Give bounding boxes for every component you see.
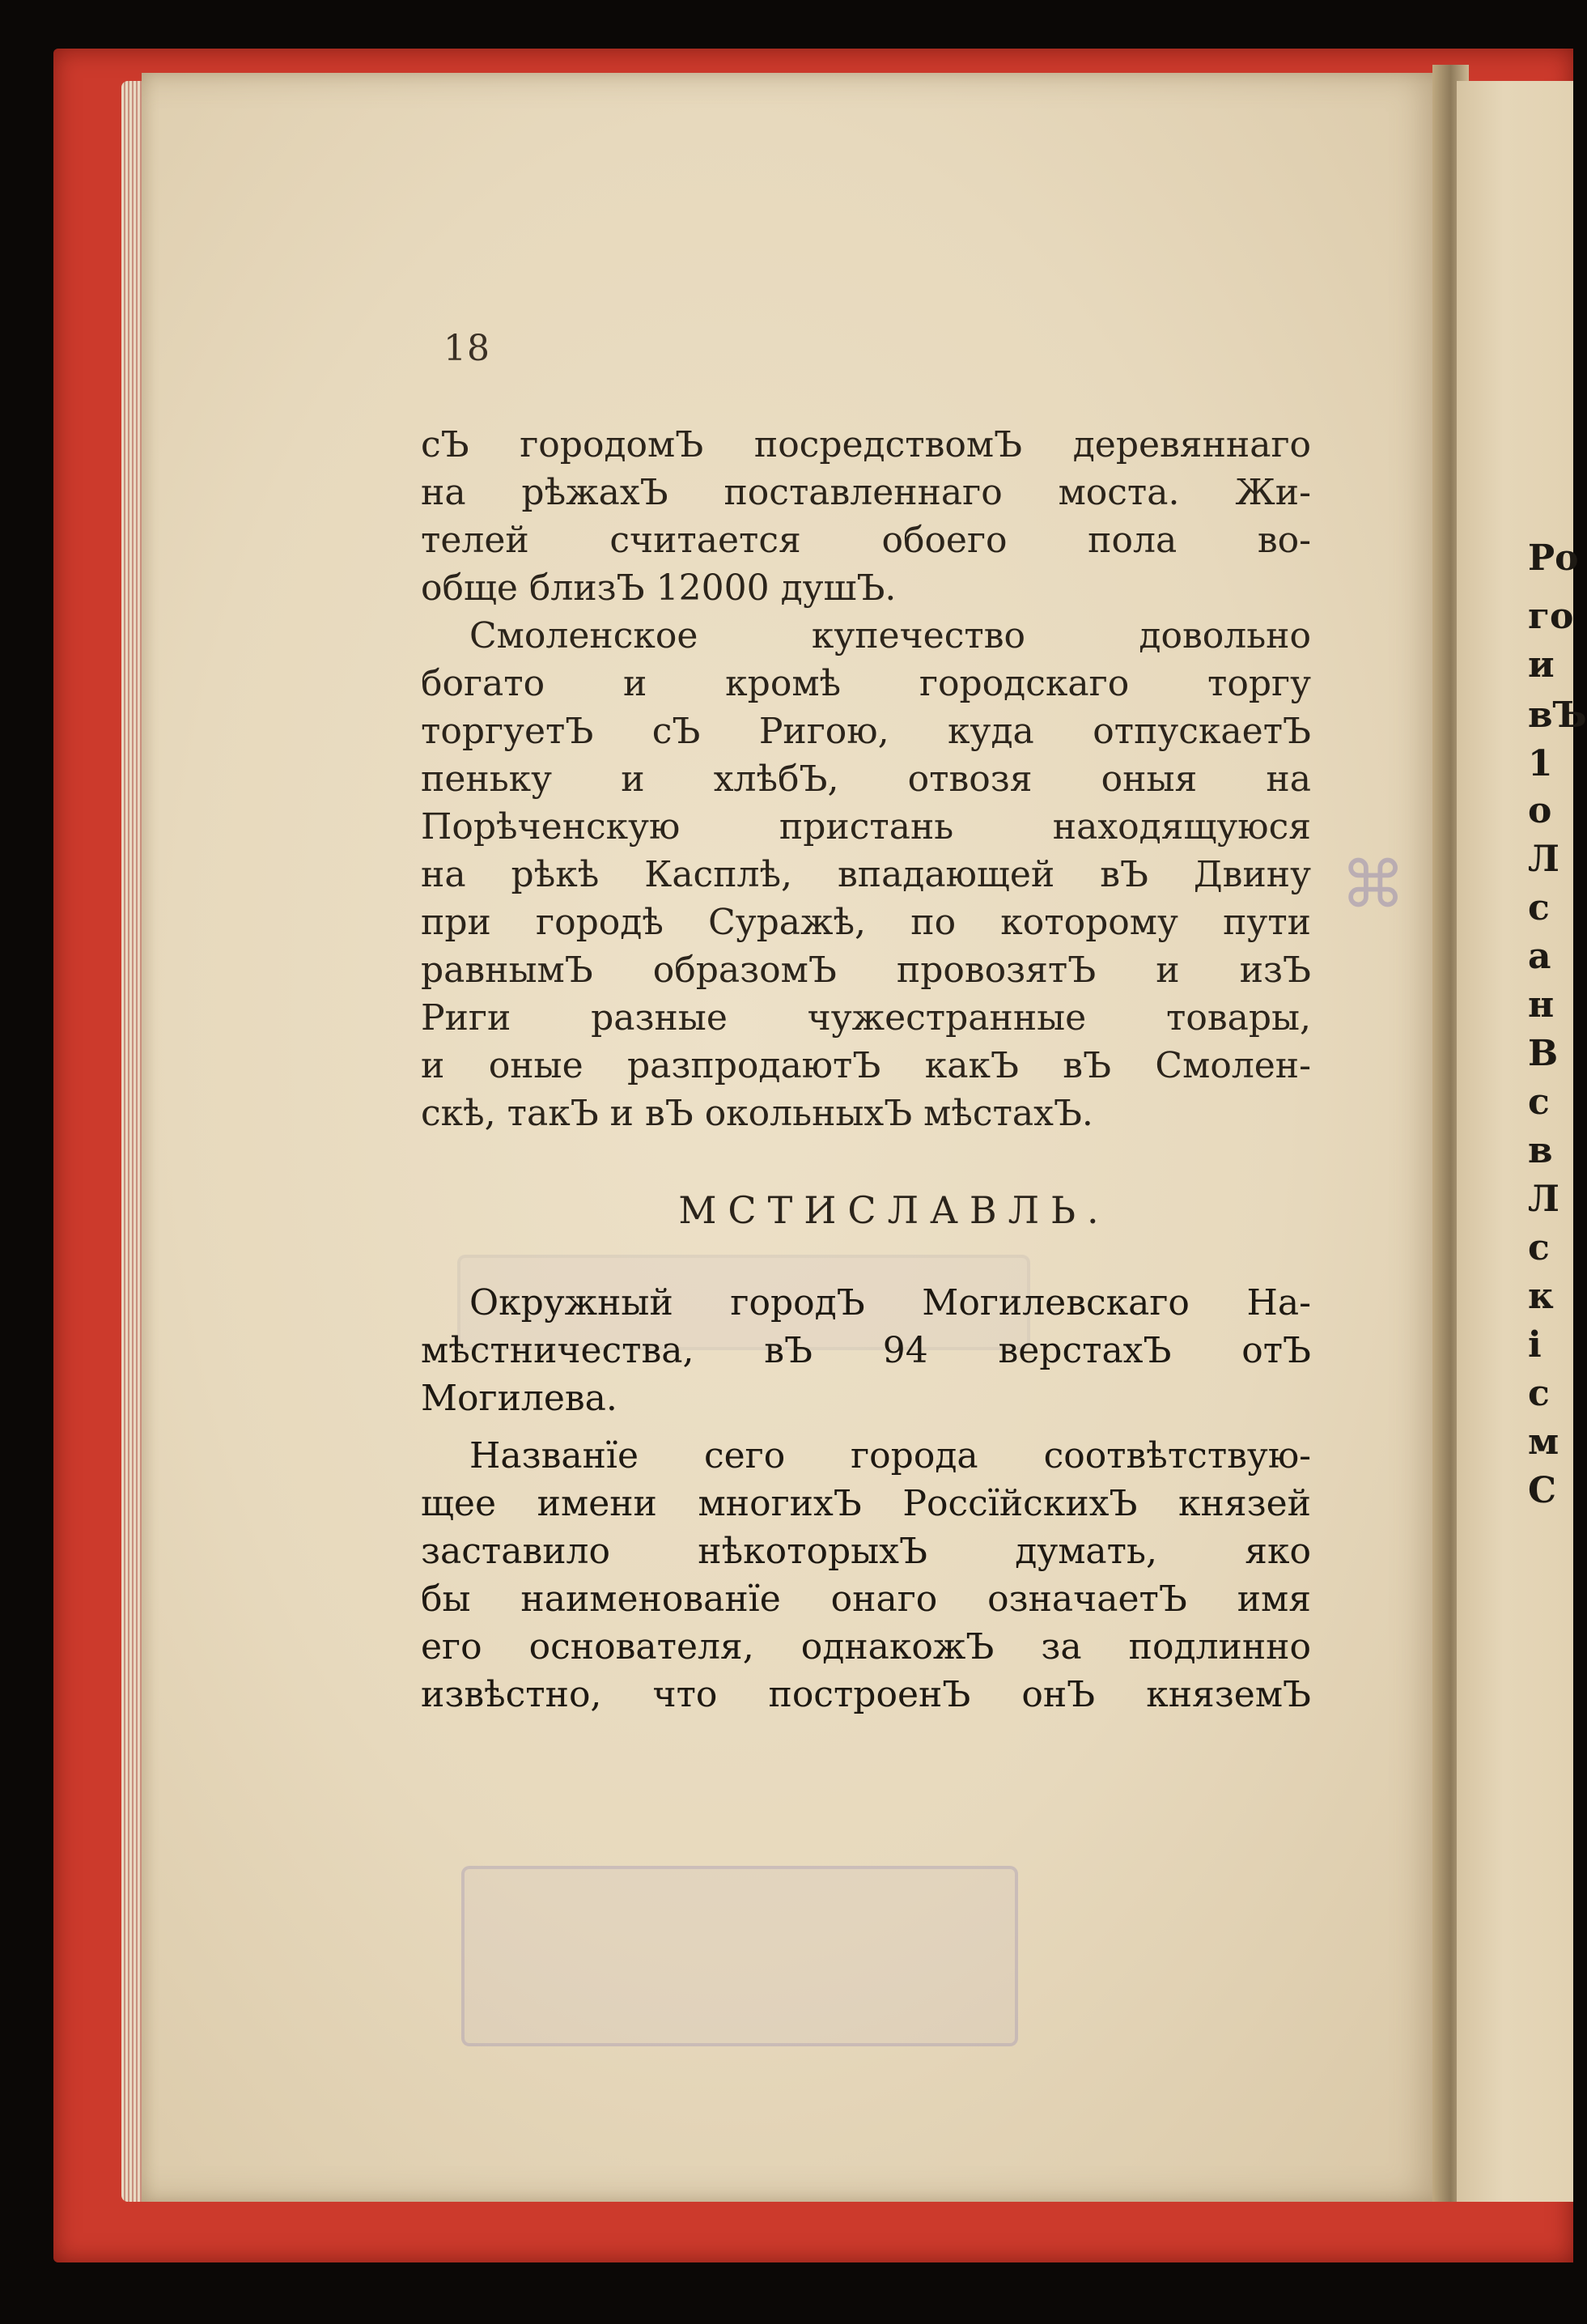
next-page-fragment: о (1528, 790, 1552, 831)
text-line: бы наименованїе онаго означаетЪ имя (421, 1578, 1311, 1620)
text-line: и оные разпродаютЪ какЪ вЪ Смолен- (421, 1045, 1311, 1086)
right-page-edge (1457, 81, 1587, 2202)
next-page-fragment: Л (1528, 839, 1559, 880)
text-line: Порѣченскую пристань находящуюся (421, 806, 1311, 848)
text-line: торгуетЪ сЪ Ригою, куда отпускаетЪ (421, 711, 1311, 752)
text-line: на рѣжахЪ поставленнаго моста. Жи- (421, 472, 1311, 513)
text-line: Смоленское купечество довольно (469, 615, 1311, 656)
text-line: на рѣкѣ Касплѣ, впадающей вЪ Двину (421, 854, 1311, 895)
text-line: равнымЪ образомЪ провозятЪ и изЪ (421, 950, 1311, 991)
text-line: заставило нѣкоторыхЪ думать, яко (421, 1531, 1311, 1572)
next-page-fragment: н (1528, 984, 1555, 1026)
text-line: Могилева. (421, 1378, 617, 1419)
text-line: щее имени многихЪ РоссїйскихЪ князей (421, 1483, 1311, 1524)
text-line: при городѣ Суражѣ, по которому пути (421, 902, 1311, 943)
next-page-fragment: в (1528, 1130, 1553, 1171)
text-line: скѣ, такЪ и вЪ окольныхЪ мѣстахЪ. (421, 1093, 1093, 1134)
text-line: телей считается обоего пола во- (421, 520, 1311, 561)
text-line: Окружный городЪ Могилевскаго На- (469, 1282, 1311, 1323)
next-page-fragment: м (1528, 1421, 1559, 1463)
next-page-fragment: с (1528, 887, 1550, 928)
next-page-fragment: В (1528, 1033, 1559, 1074)
text-line: пеньку и хлѣбЪ, отвозя оныя на (421, 758, 1311, 800)
text-line: Риги разные чужестранные товары, (421, 997, 1311, 1039)
next-page-fragment: к (1528, 1276, 1554, 1317)
text-line: мѣстничества, вЪ 94 верстахЪ отЪ (421, 1330, 1311, 1371)
text-line: извѣстно, что построенЪ онЪ княземЪ (421, 1674, 1311, 1715)
next-page-fragment: а (1528, 936, 1551, 977)
next-page-fragment: го (1528, 596, 1574, 637)
text-line: сЪ городомЪ посредствомЪ деревяннаго (421, 424, 1311, 465)
next-page-fragment: С (1528, 1470, 1557, 1511)
text-line: обще близЪ 12000 душЪ. (421, 567, 897, 609)
text-line: Названїе сего города соотвѣтствую- (469, 1435, 1311, 1476)
library-stamp (461, 1866, 1018, 2046)
next-page-fragment: Л (1528, 1179, 1559, 1220)
next-page-fragment: с (1528, 1227, 1550, 1268)
side-stamp: ⌘ (1338, 850, 1413, 915)
page-text (421, 421, 1311, 1719)
next-page-fragment: Ро (1528, 537, 1579, 579)
next-page-fragment: и (1528, 644, 1555, 686)
section-heading: МСТИСЛАВЛЬ. (678, 1188, 1110, 1232)
page-number: 18 (443, 328, 490, 369)
next-page-fragment: і (1528, 1324, 1542, 1366)
text-line: его основателя, однакожЪ за подлинно (421, 1626, 1311, 1668)
next-page-fragment: с (1528, 1373, 1550, 1414)
text-line: богато и кромѣ городскаго торгу (421, 663, 1311, 704)
next-page-fragment: с (1528, 1081, 1550, 1123)
next-page-fragment: 1 (1528, 743, 1553, 784)
next-page-fragment: вЪ (1528, 695, 1587, 736)
